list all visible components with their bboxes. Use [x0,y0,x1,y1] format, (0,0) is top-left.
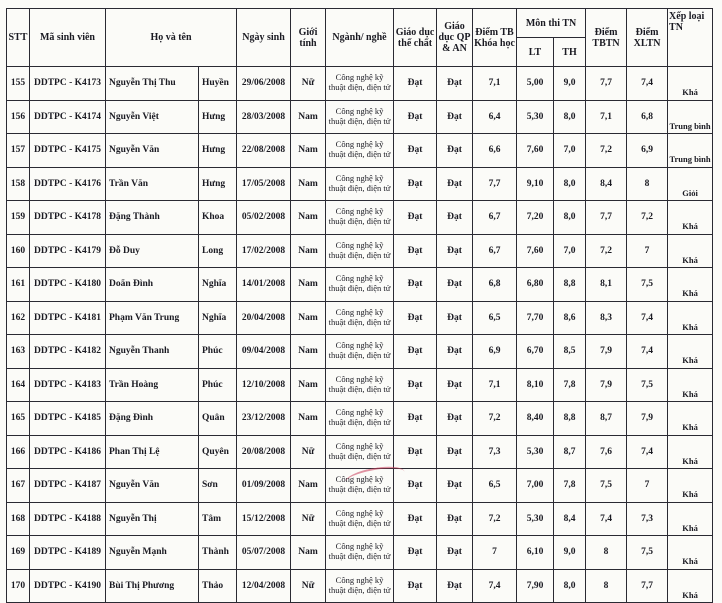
cell-first-name: Doãn Đình [106,268,199,302]
cell-rank: Khá [668,268,713,302]
cell-rank: Khá [668,201,713,235]
cell-avg-course: 7,7 [473,167,517,201]
cell-pe: Đạt [394,368,437,402]
cell-major: Công nghệ kỹ thuật điện, điện tử [326,67,394,101]
table-row [7,536,713,570]
cell-stt: 156 [7,100,30,134]
cell-first-name: Nguyễn Việt [106,100,199,134]
cell-rank: Trung bình [668,100,713,134]
cell-given-name: Tâm [199,502,237,536]
cell-xltn: 7,7 [627,569,668,603]
cell-pe: Đạt [394,134,437,168]
cell-lt-score: 6,70 [517,335,554,369]
header-defense: Giáo dục QP & AN [437,9,473,67]
cell-given-name: Hưng [199,134,237,168]
cell-th-score: 8,0 [554,100,586,134]
cell-first-name: Nguyễn Thị Thu [106,67,199,101]
cell-major: Công nghệ kỹ thuật điện, điện tử [326,536,394,570]
table-row [7,268,713,302]
header-exam: Môn thi TN [517,9,586,38]
cell-first-name: Nguyễn Văn [106,469,199,503]
cell-avg-course: 6,5 [473,469,517,503]
cell-rank: Giỏi [668,167,713,201]
cell-xltn: 8 [627,167,668,201]
cell-stt: 168 [7,502,30,536]
cell-given-name: Phúc [199,368,237,402]
cell-major: Công nghệ kỹ thuật điện, điện tử [326,435,394,469]
cell-given-name: Phúc [199,335,237,369]
cell-stt: 161 [7,268,30,302]
table-row [7,100,713,134]
cell-tbtn: 7,1 [586,100,627,134]
cell-xltn: 7,9 [627,402,668,436]
cell-defense: Đạt [437,368,473,402]
cell-student-id: DDTPC - K4182 [30,335,106,369]
header-pe: Giáo dục thể chất [394,9,437,67]
cell-lt-score: 7,20 [517,201,554,235]
cell-student-id: DDTPC - K4183 [30,368,106,402]
cell-xltn: 7,5 [627,536,668,570]
cell-major: Công nghệ kỹ thuật điện, điện tử [326,301,394,335]
cell-student-id: DDTPC - K4186 [30,435,106,469]
cell-tbtn: 8,4 [586,167,627,201]
cell-avg-course: 7,2 [473,502,517,536]
cell-lt-score: 5,30 [517,502,554,536]
cell-major: Công nghệ kỹ thuật điện, điện tử [326,201,394,235]
cell-defense: Đạt [437,435,473,469]
cell-lt-score: 7,70 [517,301,554,335]
cell-lt-score: 6,10 [517,536,554,570]
cell-stt: 165 [7,402,30,436]
cell-student-id: DDTPC - K4173 [30,67,106,101]
cell-defense: Đạt [437,301,473,335]
cell-defense: Đạt [437,134,473,168]
header-rank: Xếp loại TN [668,9,713,67]
header-full-name: Họ và tên [106,9,237,67]
cell-rank: Khá [668,67,713,101]
cell-gender: Nữ [291,67,326,101]
cell-tbtn: 8,1 [586,268,627,302]
cell-lt-score: 8,40 [517,402,554,436]
cell-stt: 155 [7,67,30,101]
table-row [7,67,713,101]
cell-dob: 17/05/2008 [237,167,291,201]
cell-dob: 01/09/2008 [237,469,291,503]
cell-defense: Đạt [437,201,473,235]
cell-stt: 166 [7,435,30,469]
cell-major: Công nghệ kỹ thuật điện, điện tử [326,402,394,436]
cell-dob: 29/06/2008 [237,67,291,101]
cell-avg-course: 7,1 [473,368,517,402]
cell-gender: Nam [291,368,326,402]
header-dob: Ngày sinh [237,9,291,67]
cell-rank: Khá [668,234,713,268]
cell-student-id: DDTPC - K4179 [30,234,106,268]
cell-stt: 170 [7,569,30,603]
cell-major: Công nghệ kỹ thuật điện, điện tử [326,502,394,536]
cell-student-id: DDTPC - K4175 [30,134,106,168]
cell-xltn: 7 [627,234,668,268]
cell-first-name: Đặng Đình [106,402,199,436]
cell-given-name: Khoa [199,201,237,235]
cell-gender: Nam [291,301,326,335]
cell-dob: 05/02/2008 [237,201,291,235]
cell-stt: 160 [7,234,30,268]
cell-pe: Đạt [394,67,437,101]
cell-pe: Đạt [394,536,437,570]
cell-major: Công nghệ kỹ thuật điện, điện tử [326,167,394,201]
cell-xltn: 6,8 [627,100,668,134]
cell-tbtn: 8 [586,536,627,570]
cell-defense: Đạt [437,402,473,436]
cell-gender: Nữ [291,502,326,536]
table-row [7,301,713,335]
cell-gender: Nam [291,268,326,302]
cell-gender: Nữ [291,569,326,603]
cell-gender: Nam [291,402,326,436]
cell-lt-score: 5,30 [517,100,554,134]
cell-th-score: 9,0 [554,536,586,570]
cell-first-name: Phan Thị Lệ [106,435,199,469]
cell-xltn: 7,4 [627,301,668,335]
header-th: TH [554,38,586,67]
cell-avg-course: 7 [473,536,517,570]
table-row [7,234,713,268]
cell-avg-course: 6,8 [473,268,517,302]
cell-gender: Nam [291,134,326,168]
cell-lt-score: 9,10 [517,167,554,201]
cell-pe: Đạt [394,167,437,201]
cell-dob: 09/04/2008 [237,335,291,369]
cell-xltn: 7,4 [627,335,668,369]
cell-tbtn: 8,3 [586,301,627,335]
cell-student-id: DDTPC - K4189 [30,536,106,570]
cell-stt: 158 [7,167,30,201]
cell-lt-score: 7,60 [517,234,554,268]
cell-avg-course: 6,5 [473,301,517,335]
cell-given-name: Nghĩa [199,268,237,302]
cell-rank: Khá [668,402,713,436]
table-row [7,134,713,168]
cell-th-score: 9,0 [554,67,586,101]
cell-avg-course: 6,7 [473,234,517,268]
cell-given-name: Quân [199,402,237,436]
cell-given-name: Sơn [199,469,237,503]
cell-dob: 12/04/2008 [237,569,291,603]
cell-gender: Nam [291,167,326,201]
cell-student-id: DDTPC - K4187 [30,469,106,503]
cell-avg-course: 7,2 [473,402,517,436]
header-lt: LT [517,38,554,67]
cell-rank: Khá [668,435,713,469]
cell-lt-score: 7,90 [517,569,554,603]
header-stt: STT [7,9,30,67]
cell-tbtn: 7,6 [586,435,627,469]
cell-th-score: 8,8 [554,402,586,436]
cell-stt: 164 [7,368,30,402]
cell-dob: 20/04/2008 [237,301,291,335]
cell-stt: 157 [7,134,30,168]
cell-student-id: DDTPC - K4190 [30,569,106,603]
cell-pe: Đạt [394,502,437,536]
cell-defense: Đạt [437,167,473,201]
cell-defense: Đạt [437,502,473,536]
cell-first-name: Nguyễn Thanh [106,335,199,369]
cell-given-name: Long [199,234,237,268]
cell-th-score: 7,0 [554,134,586,168]
cell-th-score: 8,0 [554,167,586,201]
cell-xltn: 7,2 [627,201,668,235]
cell-defense: Đạt [437,569,473,603]
cell-th-score: 8,4 [554,502,586,536]
cell-gender: Nam [291,234,326,268]
cell-student-id: DDTPC - K4174 [30,100,106,134]
cell-rank: Khá [668,569,713,603]
cell-tbtn: 7,9 [586,335,627,369]
cell-dob: 12/10/2008 [237,368,291,402]
cell-major: Công nghệ kỹ thuật điện, điện tử [326,569,394,603]
cell-th-score: 8,0 [554,201,586,235]
table-row [7,569,713,603]
cell-gender: Nam [291,335,326,369]
header-student-id: Mã sinh viên [30,9,106,67]
cell-stt: 167 [7,469,30,503]
cell-major: Công nghệ kỹ thuật điện, điện tử [326,335,394,369]
cell-xltn: 7,4 [627,435,668,469]
cell-first-name: Đỗ Duy [106,234,199,268]
cell-th-score: 8,6 [554,301,586,335]
cell-avg-course: 7,4 [473,569,517,603]
cell-first-name: Nguyễn Mạnh [106,536,199,570]
cell-major: Công nghệ kỹ thuật điện, điện tử [326,268,394,302]
cell-student-id: DDTPC - K4176 [30,167,106,201]
cell-given-name: Quyên [199,435,237,469]
table-row [7,502,713,536]
cell-major: Công nghệ kỹ thuật điện, điện tử [326,100,394,134]
cell-stt: 162 [7,301,30,335]
cell-xltn: 7,5 [627,368,668,402]
cell-major: Công nghệ kỹ thuật điện, điện tử [326,134,394,168]
cell-pe: Đạt [394,469,437,503]
cell-given-name: Thành [199,536,237,570]
cell-given-name: Nghĩa [199,301,237,335]
cell-dob: 23/12/2008 [237,402,291,436]
cell-tbtn: 8 [586,569,627,603]
table-row [7,335,713,369]
cell-rank: Khá [668,335,713,369]
cell-avg-course: 7,1 [473,67,517,101]
table-row [7,435,713,469]
cell-lt-score: 6,80 [517,268,554,302]
graduation-results-table [6,8,713,603]
header-tbtn: Điểm TBTN [586,9,627,67]
cell-major: Công nghệ kỹ thuật điện, điện tử [326,234,394,268]
cell-given-name: Hưng [199,167,237,201]
cell-first-name: Phạm Văn Trung [106,301,199,335]
cell-dob: 05/07/2008 [237,536,291,570]
cell-xltn: 7,5 [627,268,668,302]
cell-defense: Đạt [437,335,473,369]
cell-tbtn: 7,9 [586,368,627,402]
cell-pe: Đạt [394,435,437,469]
cell-rank: Khá [668,469,713,503]
cell-dob: 15/12/2008 [237,502,291,536]
cell-th-score: 7,0 [554,234,586,268]
cell-pe: Đạt [394,201,437,235]
header-xltn: Điểm XLTN [627,9,668,67]
cell-rank: Khá [668,301,713,335]
cell-gender: Nữ [291,435,326,469]
cell-student-id: DDTPC - K4181 [30,301,106,335]
cell-student-id: DDTPC - K4180 [30,268,106,302]
cell-xltn: 7,3 [627,502,668,536]
cell-dob: 28/03/2008 [237,100,291,134]
cell-tbtn: 8,7 [586,402,627,436]
header-gender: Giới tính [291,9,326,67]
cell-first-name: Trần Văn [106,167,199,201]
cell-given-name: Huyền [199,67,237,101]
cell-th-score: 8,5 [554,335,586,369]
cell-gender: Nam [291,100,326,134]
cell-th-score: 8,0 [554,569,586,603]
cell-first-name: Nguyễn Thị [106,502,199,536]
cell-lt-score: 7,00 [517,469,554,503]
cell-first-name: Trần Hoàng [106,368,199,402]
cell-avg-course: 6,4 [473,100,517,134]
cell-student-id: DDTPC - K4188 [30,502,106,536]
cell-th-score: 7,8 [554,368,586,402]
cell-avg-course: 6,7 [473,201,517,235]
cell-gender: Nam [291,469,326,503]
cell-student-id: DDTPC - K4178 [30,201,106,235]
cell-dob: 14/01/2008 [237,268,291,302]
cell-th-score: 8,7 [554,435,586,469]
cell-tbtn: 7,5 [586,469,627,503]
cell-gender: Nam [291,201,326,235]
header-major: Ngành/ nghề [326,9,394,67]
cell-defense: Đạt [437,234,473,268]
cell-lt-score: 5,30 [517,435,554,469]
cell-tbtn: 7,7 [586,201,627,235]
cell-student-id: DDTPC - K4185 [30,402,106,436]
cell-lt-score: 5,00 [517,67,554,101]
cell-defense: Đạt [437,536,473,570]
cell-defense: Đạt [437,268,473,302]
cell-first-name: Nguyễn Văn [106,134,199,168]
cell-defense: Đạt [437,67,473,101]
cell-first-name: Bùi Thị Phương [106,569,199,603]
cell-given-name: Hưng [199,100,237,134]
table-row [7,201,713,235]
cell-pe: Đạt [394,569,437,603]
cell-th-score: 8,8 [554,268,586,302]
cell-pe: Đạt [394,402,437,436]
cell-pe: Đạt [394,335,437,369]
cell-xltn: 7 [627,469,668,503]
table-row [7,368,713,402]
cell-lt-score: 8,10 [517,368,554,402]
cell-rank: Khá [668,502,713,536]
cell-dob: 22/08/2008 [237,134,291,168]
cell-pe: Đạt [394,100,437,134]
cell-dob: 20/08/2008 [237,435,291,469]
cell-given-name: Thảo [199,569,237,603]
header-avg-course: Điểm TB Khóa học [473,9,517,67]
cell-avg-course: 6,6 [473,134,517,168]
cell-tbtn: 7,2 [586,234,627,268]
cell-lt-score: 7,60 [517,134,554,168]
cell-gender: Nam [291,536,326,570]
cell-avg-course: 6,9 [473,335,517,369]
cell-pe: Đạt [394,268,437,302]
cell-dob: 17/02/2008 [237,234,291,268]
cell-stt: 163 [7,335,30,369]
cell-defense: Đạt [437,469,473,503]
cell-tbtn: 7,2 [586,134,627,168]
cell-pe: Đạt [394,301,437,335]
cell-stt: 159 [7,201,30,235]
cell-rank: Trung bình [668,134,713,168]
cell-major: Công nghệ kỹ thuật điện, điện tử [326,368,394,402]
cell-xltn: 7,4 [627,67,668,101]
cell-pe: Đạt [394,234,437,268]
cell-rank: Khá [668,536,713,570]
cell-tbtn: 7,4 [586,502,627,536]
table-row [7,167,713,201]
cell-rank: Khá [668,368,713,402]
cell-defense: Đạt [437,100,473,134]
cell-xltn: 6,9 [627,134,668,168]
cell-th-score: 7,8 [554,469,586,503]
cell-avg-course: 7,3 [473,435,517,469]
cell-major: Công nghệ kỹ thuật điện, điện tử [326,469,394,503]
table-row [7,402,713,436]
cell-first-name: Đặng Thành [106,201,199,235]
cell-tbtn: 7,7 [586,67,627,101]
cell-stt: 169 [7,536,30,570]
